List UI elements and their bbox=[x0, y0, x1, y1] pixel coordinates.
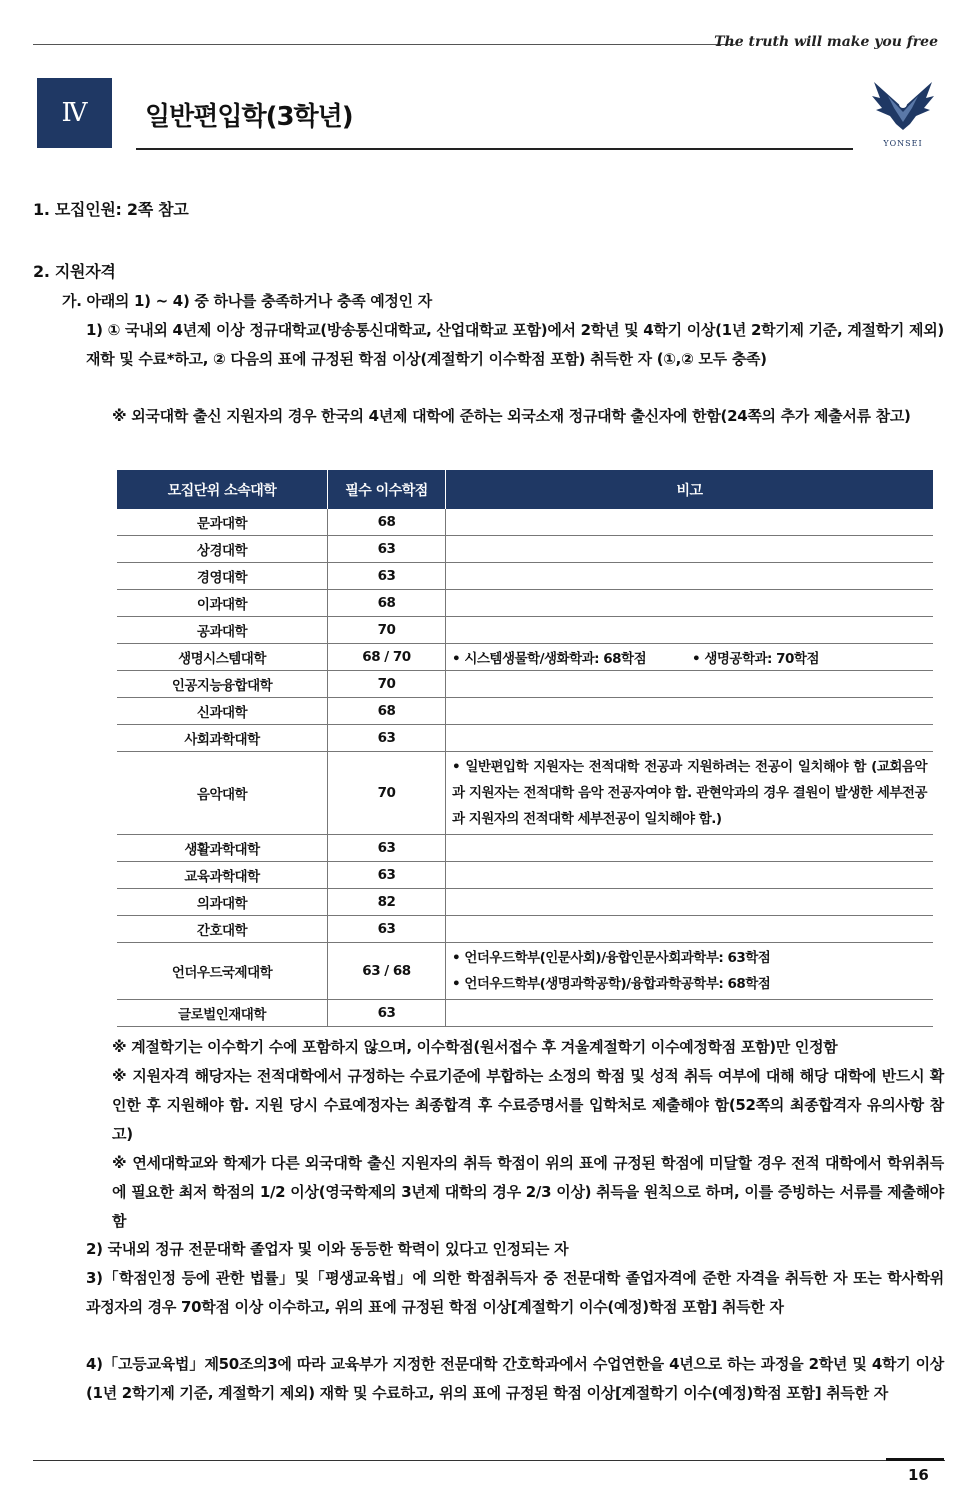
table-row bbox=[117, 943, 933, 1000]
college-cell: 공과대학 bbox=[117, 617, 328, 644]
table-row bbox=[117, 862, 933, 889]
remarks-cell bbox=[446, 1000, 934, 1027]
table-row bbox=[117, 889, 933, 916]
credits-cell: 82 bbox=[328, 889, 446, 916]
motto-text: The truth will make you free bbox=[714, 34, 938, 50]
note-check-requirements: ※ 지원자격 해당자는 전적대학에서 규정하는 수료기준에 부합하는 소정의 학점 및 성적 취득 여부에 대해 해당 대학에 반드시 확인한 후 지원해야 함. 지원 당시 수료예정자는 최종합격 후 수료증명서를 입학처로 제출해야 함(52쪽의 최종합격자 유의사항 참고) bbox=[112, 1067, 944, 1143]
credits-cell: 63 bbox=[328, 1000, 446, 1027]
table-row bbox=[117, 590, 933, 617]
credits-cell: 70 bbox=[328, 752, 446, 835]
remark-bullet: • 시스템생물학/생화학과: 68학점 bbox=[452, 651, 647, 667]
remarks-cell bbox=[446, 617, 934, 644]
eligibility-item-1: 1) ① 국내외 4년제 이상 정규대학교(방송통신대학교, 산업대학교 포함)에서 2학년 및 4학기 이상(1년 2학기제 기준, 계절학기 제외) 재학 및 수료*하고, ② 다음의 표에 규정된 학점 이상(계절학기 이수학점 포함) 취득한 자 (①,② 모두 충족) bbox=[86, 321, 944, 368]
header-credits: 필수 이수학점 bbox=[328, 470, 446, 509]
college-cell: 글로벌인재대학 bbox=[117, 1000, 328, 1027]
note-different-system: ※ 연세대학교와 학제가 다른 외국대학 출신 지원자의 취득 학점이 위의 표에 규정된 학점에 미달할 경우 전적 대학에서 학위취득에 필요한 최저 학점의 1/2 이상(영국학제의 3년제 대학의 경우 2/3 이상) 취득을 원칙으로 하며, 이를 증빙하는 서류를 제출해야 함 bbox=[112, 1154, 944, 1230]
chapter-title: 일반편입학(3학년) bbox=[145, 102, 353, 132]
college-cell: 음악대학 bbox=[117, 752, 328, 835]
remarks-cell bbox=[446, 509, 934, 536]
eligibility-item-2: 2) 국내외 정규 전문대학 졸업자 및 이와 동등한 학력이 있다고 인정되는 자 bbox=[86, 1240, 569, 1258]
college-cell: 의과대학 bbox=[117, 889, 328, 916]
remark-bullet: • 생명공학과: 70학점 bbox=[692, 651, 820, 667]
credits-cell: 68 bbox=[328, 509, 446, 536]
college-cell: 생명시스템대학 bbox=[117, 644, 328, 671]
remarks-cell bbox=[446, 671, 934, 698]
college-cell: 언더우드국제대학 bbox=[117, 943, 328, 1000]
remarks-cell bbox=[446, 698, 934, 725]
remarks-cell bbox=[446, 644, 934, 671]
page-number-tab bbox=[886, 1458, 944, 1461]
credits-cell: 63 / 68 bbox=[328, 943, 446, 1000]
table-header-row bbox=[117, 470, 933, 509]
remarks-cell bbox=[446, 835, 934, 862]
college-cell: 경영대학 bbox=[117, 563, 328, 590]
college-cell: 상경대학 bbox=[117, 536, 328, 563]
college-cell: 신과대학 bbox=[117, 698, 328, 725]
chapter-number-box bbox=[37, 78, 112, 148]
credits-cell: 68 / 70 bbox=[328, 644, 446, 671]
eligibility-item-3: 3)「학점인정 등에 관한 법률」및「평생교육법」에 의한 학점취득자 중 전문대학 졸업자격에 준한 자격을 취득한 자 또는 학사학위 과정자의 경우 70학점 이상 이수하고, 위의 표에 규정된 학점 이상[계절학기 이수(예정)학점 포함] 취득한 자 bbox=[86, 1269, 944, 1316]
remarks-cell bbox=[446, 536, 934, 563]
header-college: 모집단위 소속대학 bbox=[117, 470, 328, 509]
college-cell: 간호대학 bbox=[117, 916, 328, 943]
remark-bullet: • 일반편입학 지원자는 전적대학 전공과 지원하려는 전공이 일치해야 함 (교회음악과 지원자는 전적대학 음악 전공자여야 함. 관현악과의 경우 결원이 발생한 세부전공과 지원자의 전적대학 세부전공이 일치해야 함.) bbox=[452, 759, 927, 827]
logo-text: YONSEI bbox=[883, 139, 923, 148]
remark-bullet: • 언더우드학부(인문사회)/융합인문사회과학부: 63학점 bbox=[452, 950, 771, 966]
header-rule bbox=[33, 44, 735, 45]
credits-cell: 70 bbox=[328, 617, 446, 644]
section-eligibility: 2. 지원자격 bbox=[33, 262, 116, 281]
remarks-cell bbox=[446, 889, 934, 916]
remarks-cell bbox=[446, 862, 934, 889]
college-cell: 교육과학대학 bbox=[117, 862, 328, 889]
credits-cell: 63 bbox=[328, 563, 446, 590]
credits-cell: 63 bbox=[328, 835, 446, 862]
college-cell: 이과대학 bbox=[117, 590, 328, 617]
remarks-cell bbox=[446, 916, 934, 943]
college-cell: 문과대학 bbox=[117, 509, 328, 536]
table-row bbox=[117, 752, 933, 835]
table-row bbox=[117, 509, 933, 536]
table-row bbox=[117, 698, 933, 725]
footer-rule bbox=[33, 1460, 945, 1461]
header-remarks: 비고 bbox=[446, 470, 934, 509]
title-rule bbox=[136, 148, 853, 150]
remarks-cell bbox=[446, 725, 934, 752]
remark-bullet: • 언더우드학부(생명과학공학)/융합과학공학부: 68학점 bbox=[452, 976, 771, 992]
credits-cell: 63 bbox=[328, 725, 446, 752]
credits-cell: 70 bbox=[328, 671, 446, 698]
table-row bbox=[117, 536, 933, 563]
note-seasonal-semester: ※ 계절학기는 이수학기 수에 포함하지 않으며, 이수학점(원서접수 후 겨울계절학기 이수예정학점 포함)만 인정함 bbox=[112, 1038, 838, 1056]
table-row bbox=[117, 916, 933, 943]
remarks-cell bbox=[446, 943, 934, 1000]
table-row bbox=[117, 1000, 933, 1027]
table-row bbox=[117, 563, 933, 590]
table-row bbox=[117, 617, 933, 644]
table-row bbox=[117, 835, 933, 862]
credit-requirements-table bbox=[117, 470, 933, 1027]
remarks-cell bbox=[446, 563, 934, 590]
credits-cell: 63 bbox=[328, 916, 446, 943]
credits-cell: 63 bbox=[328, 536, 446, 563]
eagle-icon bbox=[868, 78, 938, 136]
table-row bbox=[117, 725, 933, 752]
section-recruitment: 1. 모집인원: 2쪽 참고 bbox=[33, 200, 189, 219]
note-foreign-university: ※ 외국대학 출신 지원자의 경우 한국의 4년제 대학에 준하는 외국소재 정규대학 출신자에 한함(24쪽의 추가 제출서류 참고) bbox=[112, 407, 911, 425]
table-row bbox=[117, 644, 933, 671]
table-row bbox=[117, 671, 933, 698]
credits-cell: 68 bbox=[328, 698, 446, 725]
chapter-numeral: Ⅳ bbox=[61, 98, 88, 128]
college-cell: 생활과학대학 bbox=[117, 835, 328, 862]
remarks-cell bbox=[446, 752, 934, 835]
eligibility-intro: 가. 아래의 1) ~ 4) 중 하나를 충족하거나 충족 예정인 자 bbox=[62, 292, 432, 310]
credits-cell: 63 bbox=[328, 862, 446, 889]
eligibility-item-4: 4)「고등교육법」제50조의3에 따라 교육부가 지정한 전문대학 간호학과에서 수업연한을 4년으로 하는 과정을 2학년 및 4학기 이상(1년 2학기제 기준, 계절학기 제외) 재학 및 수료하고, 위의 표에 규정된 학점 이상[계절학기 이수(예정)학점 포함] 취득한 자 bbox=[86, 1355, 944, 1402]
yonsei-eagle-logo bbox=[868, 78, 938, 148]
college-cell: 사회과학대학 bbox=[117, 725, 328, 752]
remarks-cell bbox=[446, 590, 934, 617]
credits-cell: 68 bbox=[328, 590, 446, 617]
page-number: 16 bbox=[908, 1466, 929, 1484]
college-cell: 인공지능융합대학 bbox=[117, 671, 328, 698]
